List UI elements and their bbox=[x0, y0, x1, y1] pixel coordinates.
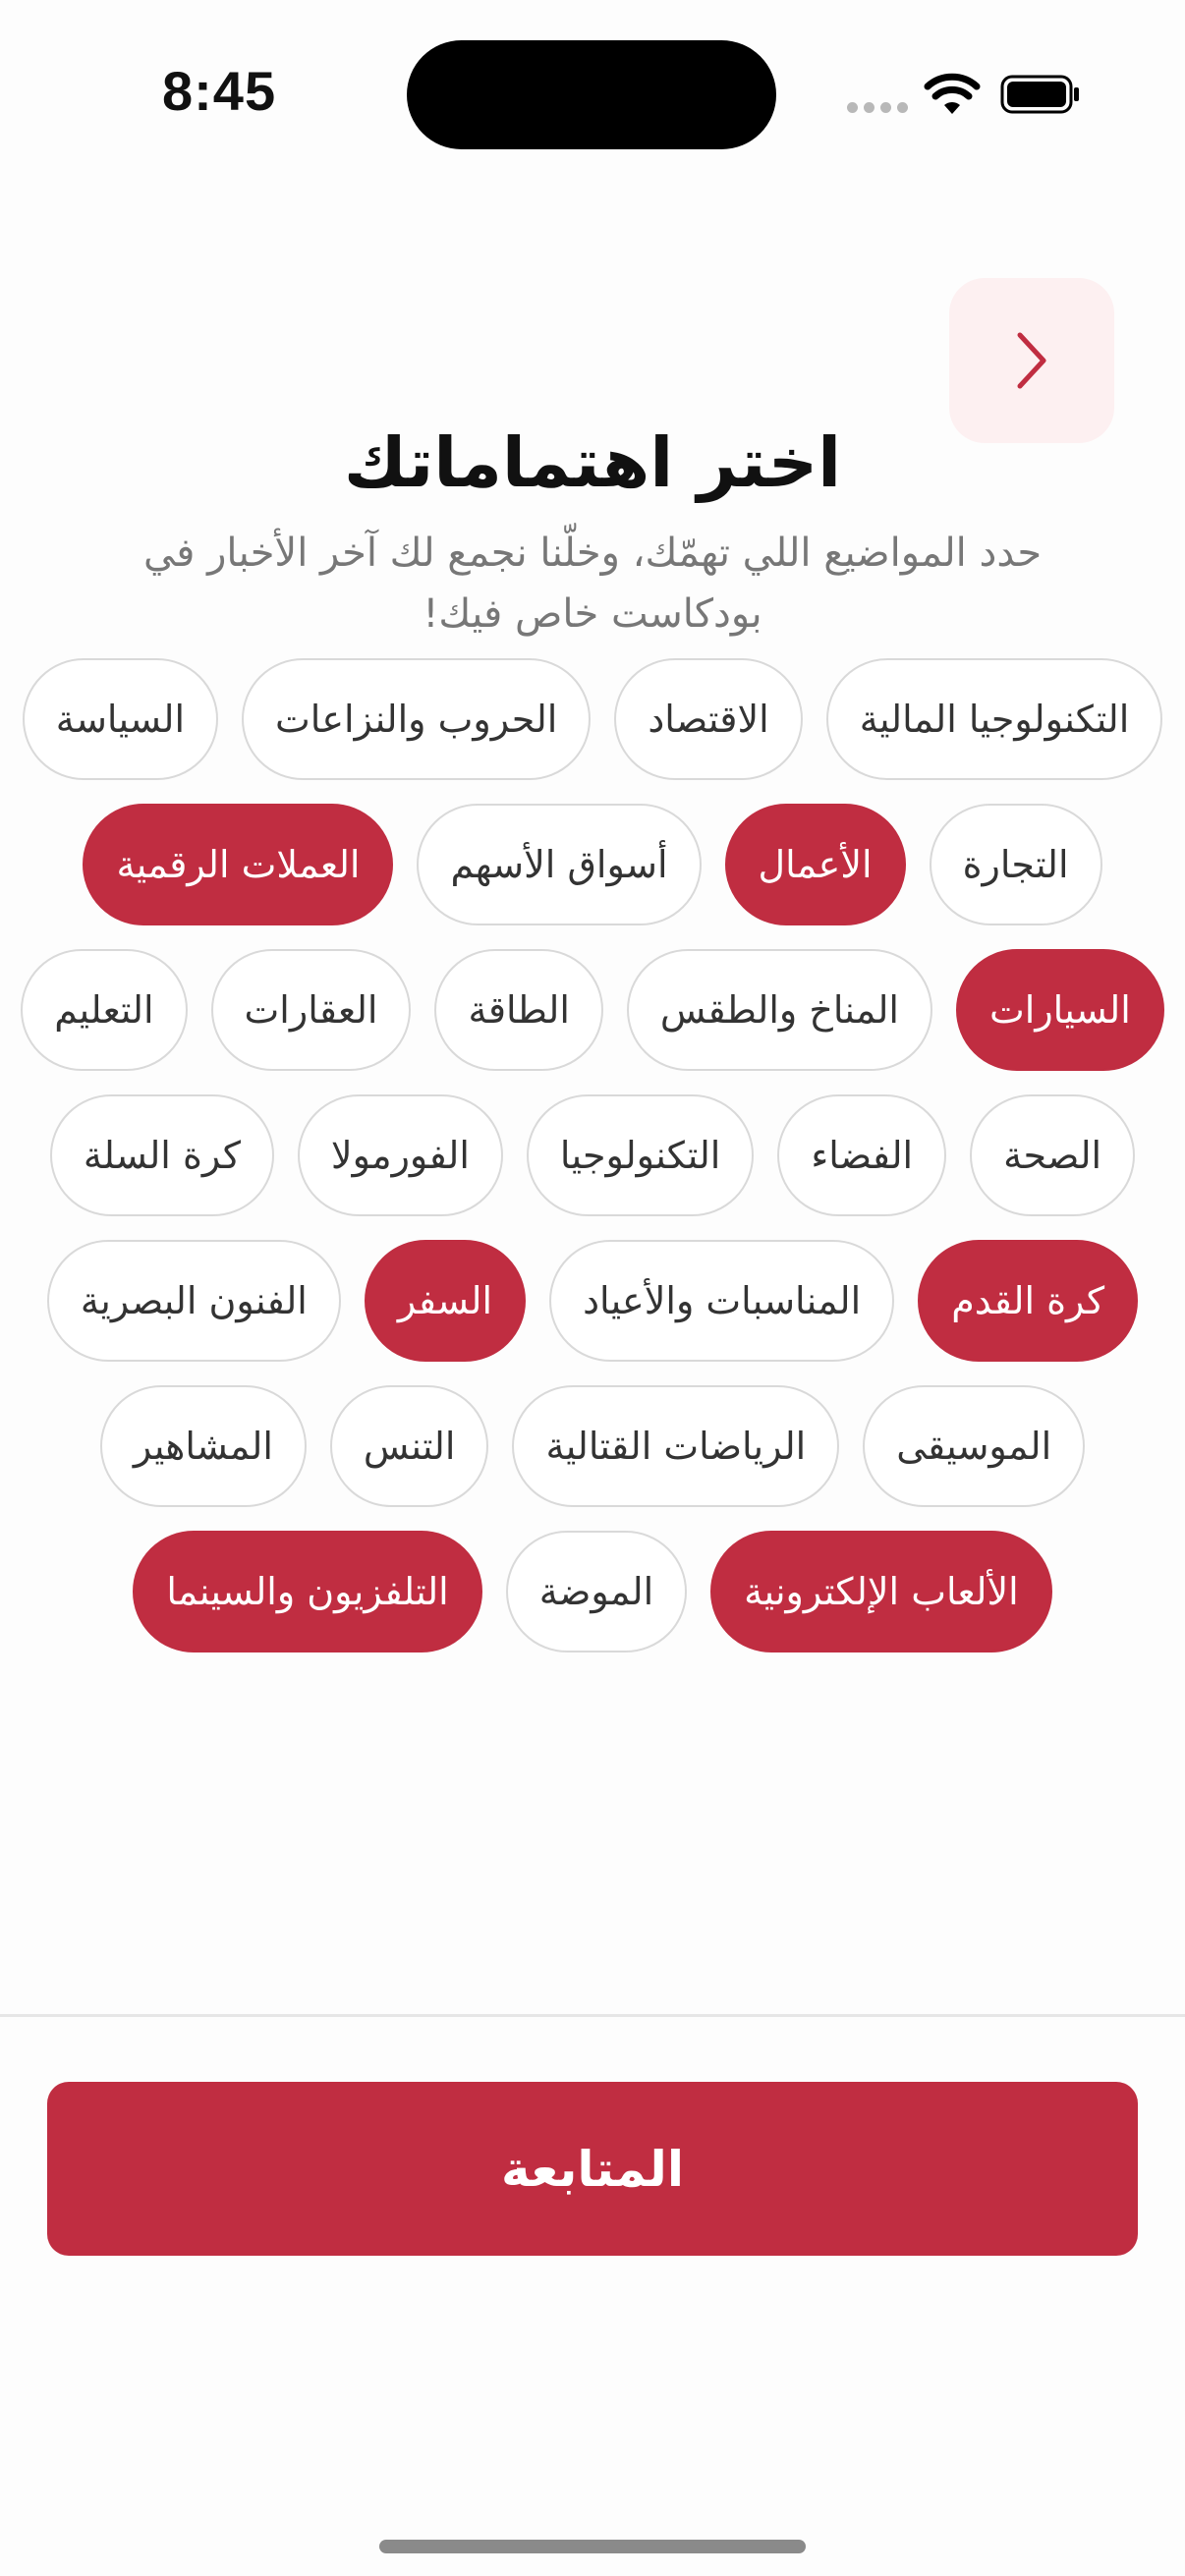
interest-chip[interactable]: الحروب والنزاعات bbox=[242, 658, 591, 780]
interest-chip[interactable]: الموسيقى bbox=[863, 1385, 1085, 1507]
interest-chip[interactable]: الفنون البصرية bbox=[47, 1240, 341, 1362]
dynamic-island bbox=[407, 40, 776, 149]
interest-chip[interactable]: الطاقة bbox=[434, 949, 602, 1071]
interest-chip[interactable]: العملات الرقمية bbox=[83, 804, 393, 925]
interest-chip[interactable]: التلفزيون والسينما bbox=[133, 1531, 481, 1652]
interest-chip[interactable]: المناسبات والأعياد bbox=[549, 1240, 894, 1362]
footer-divider bbox=[0, 2014, 1185, 2017]
interest-chip[interactable]: كرة القدم bbox=[918, 1240, 1138, 1362]
interest-chip[interactable]: السيارات bbox=[956, 949, 1164, 1071]
interest-chip[interactable]: كرة السلة bbox=[50, 1094, 274, 1216]
page-title: اختر اهتماماتك bbox=[343, 422, 842, 503]
interests-chip-group bbox=[20, 658, 1165, 1652]
interest-chip[interactable]: الاقتصاد bbox=[614, 658, 802, 780]
cellular-signal-icon bbox=[847, 102, 908, 113]
home-indicator bbox=[379, 2540, 806, 2553]
interest-chip[interactable]: الصحة bbox=[970, 1094, 1135, 1216]
interest-chip[interactable]: السفر bbox=[365, 1240, 526, 1362]
interest-chip[interactable]: المناخ والطقس bbox=[627, 949, 932, 1071]
interest-chip[interactable]: أسواق الأسهم bbox=[417, 804, 701, 925]
interest-chip[interactable]: الفضاء bbox=[777, 1094, 946, 1216]
interest-chip[interactable]: التجارة bbox=[930, 804, 1102, 925]
continue-button[interactable]: المتابعة bbox=[47, 2082, 1138, 2256]
interest-chip[interactable]: الألعاب الإلكترونية bbox=[710, 1531, 1052, 1652]
wifi-icon bbox=[924, 73, 981, 116]
interest-chip[interactable]: الرياضات القتالية bbox=[512, 1385, 839, 1507]
interest-chip[interactable]: المشاهير bbox=[100, 1385, 307, 1507]
status-time: 8:45 bbox=[162, 60, 277, 122]
interest-chip[interactable]: التكنولوجيا المالية bbox=[826, 658, 1163, 780]
forward-button[interactable] bbox=[949, 278, 1114, 443]
chevron-right-icon bbox=[1012, 329, 1051, 392]
interest-chip[interactable]: الأعمال bbox=[725, 804, 906, 925]
interest-chip[interactable]: التعليم bbox=[21, 949, 187, 1071]
interest-chip[interactable]: السياسة bbox=[23, 658, 218, 780]
interest-chip[interactable]: التكنولوجيا bbox=[527, 1094, 754, 1216]
interest-chip[interactable]: الفورمولا bbox=[298, 1094, 503, 1216]
interest-chip[interactable]: التنس bbox=[330, 1385, 489, 1507]
interest-chip[interactable]: الموضة bbox=[506, 1531, 687, 1652]
battery-icon bbox=[1000, 75, 1081, 114]
page-subtitle: حدد المواضيع اللي تهمّك، وخلّنا نجمع لك آخر الأخبار في بودكاست خاص فيك! bbox=[142, 531, 1043, 637]
interest-chip[interactable]: العقارات bbox=[211, 949, 412, 1071]
